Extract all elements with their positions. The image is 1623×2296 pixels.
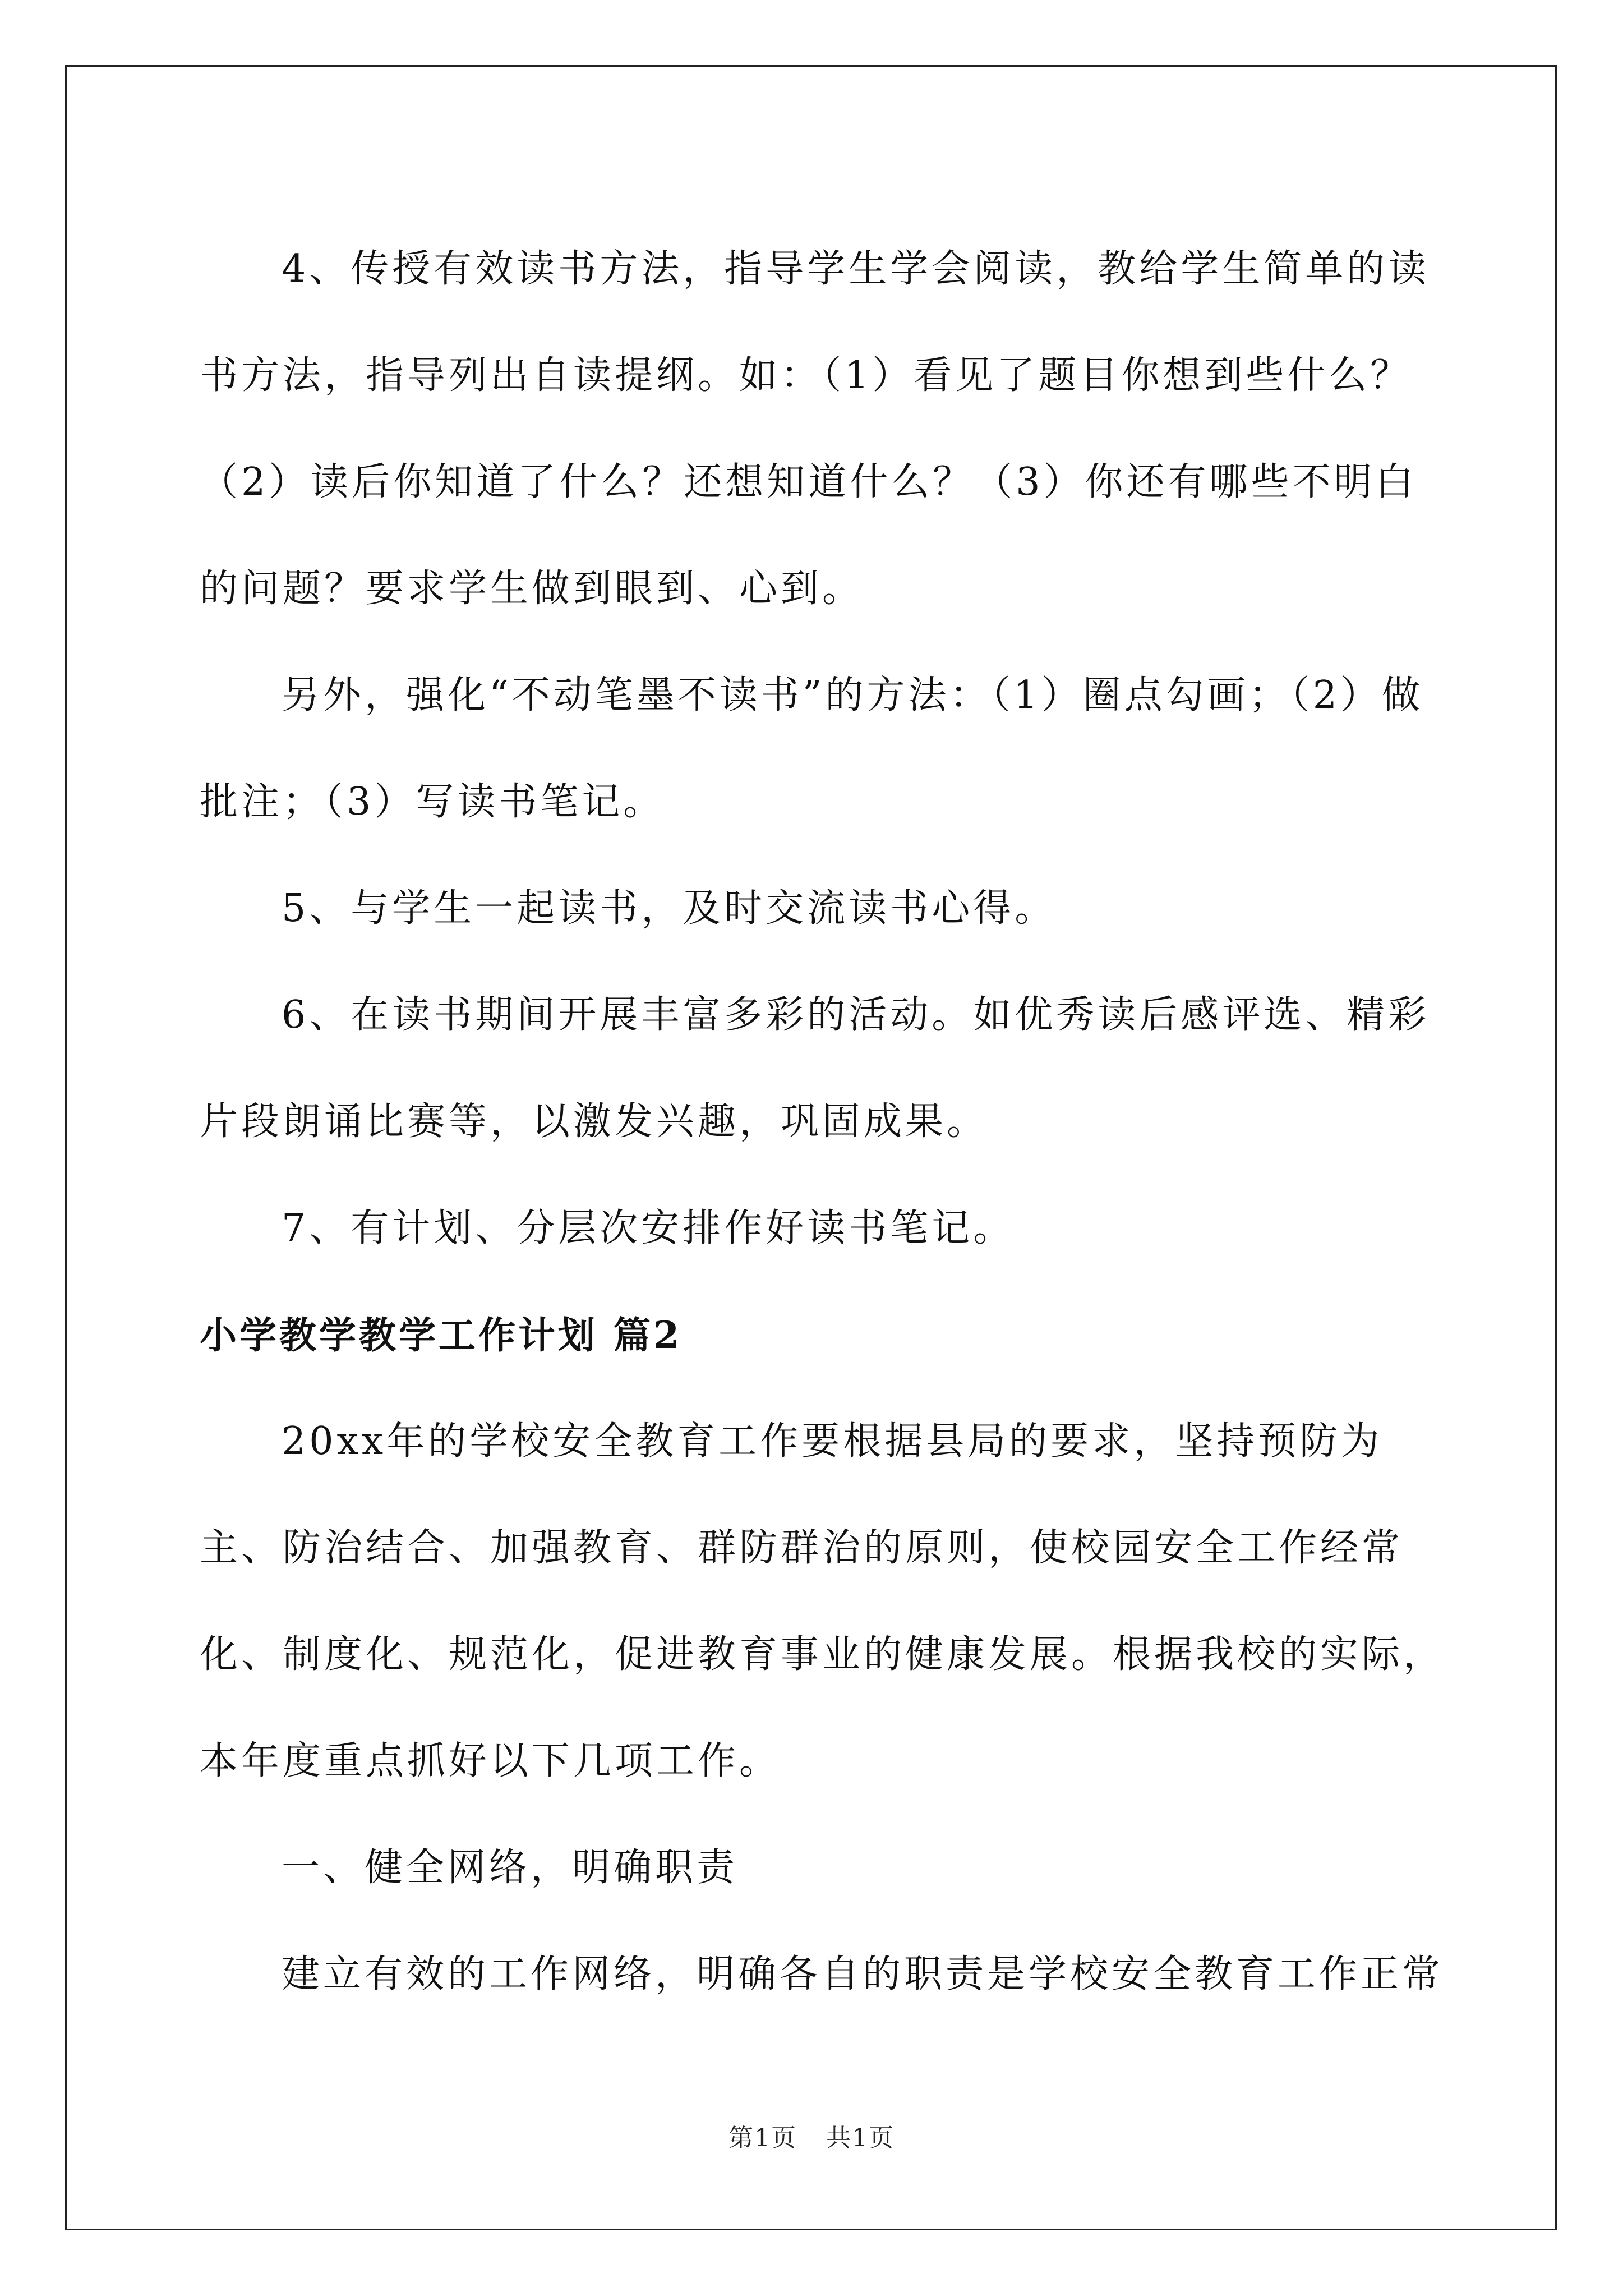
paragraph-safety-education: 20xx年的学校安全教育工作要根据县局的要求，坚持预防为主、防治结合、加强教育、群防群治的原则，使校园安全工作经常化、制度化、规范化，促进教育事业的健康发展。根据我校的实际，本年度重点抓好以下几项工作。: [200, 1419, 1445, 1783]
paragraph-reading-methods: 4、传授有效读书方法，指导学生学会阅读，教给学生简单的读书方法，指导列出自读提纲。如：（1）看见了题目你想到些什么？（2）读后你知道了什么？还想知道什么？（3）你还有哪些不明白的问题？要求学生做到眼到、心到。: [200, 247, 1430, 611]
subheading-network-duties: 一、健全网络，明确职责: [282, 1846, 739, 1890]
section-heading: 小学教学教学工作计划 篇2: [200, 1313, 682, 1357]
paragraph-work-network: 建立有效的工作网络，明确各自的职责是学校安全教育工作正常: [282, 1952, 1444, 1996]
page-total: 共1页: [826, 2124, 895, 2152]
page-footer: [0, 2118, 1623, 2154]
paragraph-activities: 6、在读书期间开展丰富多彩的活动。如优秀读后感评选、精彩片段朗诵比赛等，以激发兴趣，巩固成果。: [200, 993, 1430, 1144]
document-body: [200, 216, 1450, 2028]
paragraph-reading-notes: 7、有计划、分层次安排作好读书笔记。: [282, 1206, 1015, 1250]
paragraph-annotation-methods: 另外，强化“不动笔墨不读书”的方法：（1）圈点勾画；（2）做批注；（3）写读书笔记。: [200, 673, 1424, 824]
paragraph-read-together: 5、与学生一起读书，及时交流读书心得。: [282, 886, 1057, 931]
page-number: 第1页: [728, 2124, 797, 2152]
